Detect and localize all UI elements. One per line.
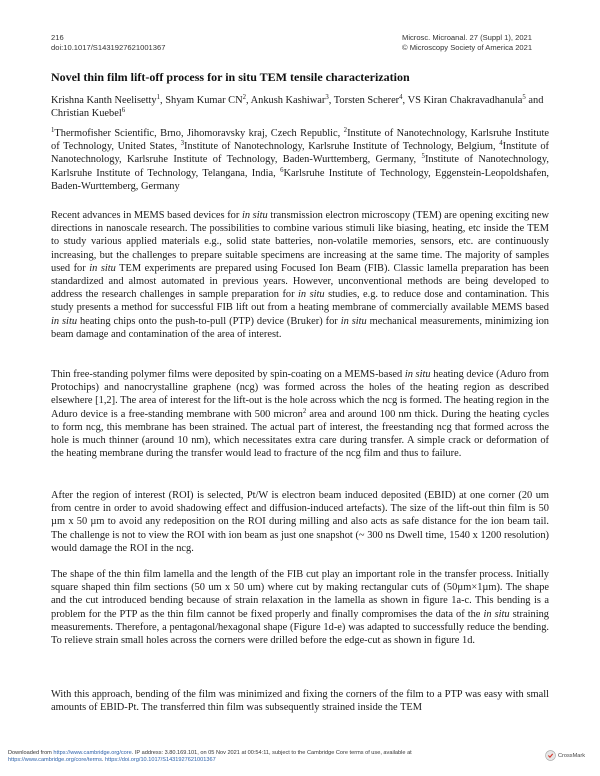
superscript: 2 <box>302 407 307 415</box>
text-run: area and around 100 nm thick. During the heating cycles to form ncg, this membrane has been strained. The actual part of interest, the freestanding ncg that formed across the hole is much thinner (around 10 nm), which necessitates extra care during transfer. A simple crack or deformation of the heating membrane during the transfer would lead to fracture of the ncg film and thus to failure. <box>51 408 549 460</box>
author-name: VS Kiran Chakravadhanula <box>407 95 523 106</box>
author-affil-mark: 5 <box>522 94 526 102</box>
italic-term: in situ <box>241 210 268 221</box>
paragraph-2 <box>51 368 549 460</box>
paragraph-4 <box>51 568 549 647</box>
affiliation-5: Institute of Nanotechnology, Karlsruhe Institute of Technology, Telangana, India, <box>51 154 549 179</box>
author-name: Ankush Kashiwar <box>250 95 326 106</box>
footer-text: . IP address: 3.80.169.101, on 05 Nov 2021 at 00:54:11, subject to the Cambridge Core terms of use, available at <box>131 750 412 756</box>
text-run: studies, e.g. to reduce dose and contamination. This study presents a method for successful FIB lift out from a heating membrane of commercially available MEMS based <box>51 289 549 314</box>
affil-mark: 5 <box>421 153 425 161</box>
text-run: heating chips onto the push-to-pull (PTP) device (Bruker) for <box>77 315 341 327</box>
footer-text: . <box>101 757 105 764</box>
affil-mark: 3 <box>180 140 184 148</box>
doi: doi:10.1017/S1431927621001367 <box>51 43 166 52</box>
author-name: Shyam Kumar CN <box>165 95 243 106</box>
affil-mark: 1 <box>51 127 55 135</box>
terms-link[interactable]: https://www.cambridge.org/core/terms <box>8 757 102 764</box>
affiliation-2: Institute of Nanotechnology, Karlsruhe Institute of Technology, United States, <box>51 128 549 153</box>
crossmark-icon <box>545 750 556 761</box>
cambridge-core-link[interactable]: https://www.cambridge.org/core <box>53 750 132 756</box>
paragraph-5: With this approach, bending of the film was minimized and fixing the corners of the film to a PTP was easy with small amounts of EBID-Pt. The transferred thin film was subsequently strained inside the TEM <box>51 689 549 714</box>
author-affil-mark: 3 <box>325 94 329 102</box>
doi-link[interactable]: https://doi.org/10.1017/S1431927621001367 <box>105 757 216 764</box>
text-run: The shape of the thin film lamella and the length of the FIB cut play an important role in the transfer process. Initially square shaped thin film sections (50 um x 50 um) where cut by making rectangular cuts of (50µm×1µm). The shape and the cut introduced bending because of strain relaxation in the lamella as shown in figure 1a-c. This bending is a problem for the PTP as the thin film cannot be fixed properly and finally compromises the data of the <box>51 569 549 620</box>
italic-term: in situ <box>51 315 78 327</box>
crossmark-badge[interactable] <box>545 750 585 761</box>
page-number: 216 <box>51 33 64 42</box>
running-header-left <box>51 33 165 53</box>
italic-term: in situ <box>340 315 367 327</box>
download-footer <box>8 750 528 765</box>
copyright: © Microscopy Society of America 2021 <box>402 43 533 52</box>
footer-line-2 <box>8 757 528 764</box>
footer-line-1 <box>8 750 528 757</box>
running-header-right <box>402 33 532 53</box>
affil-mark: 4 <box>499 140 503 148</box>
author-name: Torsten Scherer <box>333 95 400 106</box>
paragraph-1 <box>51 209 549 341</box>
affiliation-4: Institute of Nanotechnology, Karlsruhe Institute of Technology, Baden-Wurttemberg, Germany, <box>51 141 549 166</box>
affiliation-list <box>51 127 549 193</box>
affiliation-6: Karlsruhe Institute of Technology, Eggenstein-Leopoldshafen, Baden-Wurttemberg, Germany <box>51 167 549 192</box>
text-run: transmission electron microscopy (TEM) are opening exciting new directions in nanoscale research. The possibilities to combine various stimuli like biasing, heating, etc inside the TEM to study various applied materials e.g., solid state batteries, non-volatile memories, sensors, etc. are continuously increasing, but the challenges to prepare suitable specimens are increasing at the same time. The majority of samples used for <box>51 210 549 274</box>
author-affil-mark: 4 <box>399 94 403 102</box>
text-run: straining measurements. Therefore, a pentagonal/hexagonal shape (Figure 1d-e) was adapted to successfully reduce the bending. To relieve strain small holes across the corners were drilled before the edge-cut as shown in figure 1d. <box>51 608 549 647</box>
footer-text: Downloaded from <box>8 750 54 756</box>
italic-term: in situ <box>404 369 431 380</box>
italic-term: in situ <box>483 608 510 620</box>
affil-mark: 2 <box>343 127 348 135</box>
crossmark-label: CrossMark <box>558 752 586 759</box>
italic-term: in situ <box>298 289 325 301</box>
author-affil-mark: 2 <box>242 94 246 102</box>
text-run: TEM experiments are prepared using Focused Ion Beam (FIB). Classic lamella preparation has been standardized and almost automated in previous years. However, unconventional methods are being developed to address the research challenges in sample preparation for <box>51 262 550 301</box>
author-affil-mark: 1 <box>156 94 161 102</box>
affil-mark: 6 <box>280 166 284 174</box>
text-run: Recent advances in MEMS based devices for <box>51 210 242 221</box>
author-list: Krishna Kanth Neelisetty$^1$, Shyam Kumar $CN^2$, Ankush Kashiwar$^3$, Torsten Scherer$^4$, VS Kiran Chakravadhanula$^5$ and Christian Kuebel$^6$ <box>51 94 544 120</box>
affiliation-3: Institute of Nanotechnology, Karlsruhe Institute of Technology, Belgium, <box>184 141 500 153</box>
text-run: Thin free-standing polymer films were deposited by spin-coating on a MEMS-based <box>51 369 405 380</box>
journal-citation: Microsc. Microanal. 27 (Suppl 1), 2021 <box>402 33 532 42</box>
text-run: heating device (Aduro from Protochips) and nanocrystalline graphene (ncg) was formed across the holes of the heating region as described elsewhere [1,2]. The area of interest for the lift-out is the hole across which the ncg is formed. The heating region in the Aduro device is a free-standing membrane with 500 micron <box>51 369 549 420</box>
author-conjunction: and <box>528 95 544 106</box>
italic-term: in situ <box>89 262 116 274</box>
text-run: mechanical measurements, minimizing ion beam damage and contamination of the area of interest. <box>51 315 549 340</box>
affiliation-1: Thermofisher Scientific, Brno, Jihomoravsky kraj, Czech Republic, <box>54 128 344 139</box>
author-name: Krishna Kanth Neelisetty <box>51 95 157 106</box>
paper-title: Novel thin film lift-off process for in situ TEM tensile characterization <box>51 70 410 84</box>
paragraph-3: After the region of interest (ROI) is selected, Pt/W is electron beam induced deposited (EBID) at one corner (20 um from centre in order to avoid shadowing effect and diffusion-induced artefacts). The size of the lift-out thin film is 50 µm x 50 µm to avoid any redeposition on the ROI during milling and also acts as safe distance for the ion beam tail. The challenge is not to view the ROI with ion beam as just one snapshot (~ 300 ns Dwell time, 1540 x 1200 resolution) would damage the ROI in the ncg. <box>51 490 549 554</box>
author-affil-mark: 6 <box>121 107 126 115</box>
author-name: Christian Kuebel <box>51 108 122 120</box>
